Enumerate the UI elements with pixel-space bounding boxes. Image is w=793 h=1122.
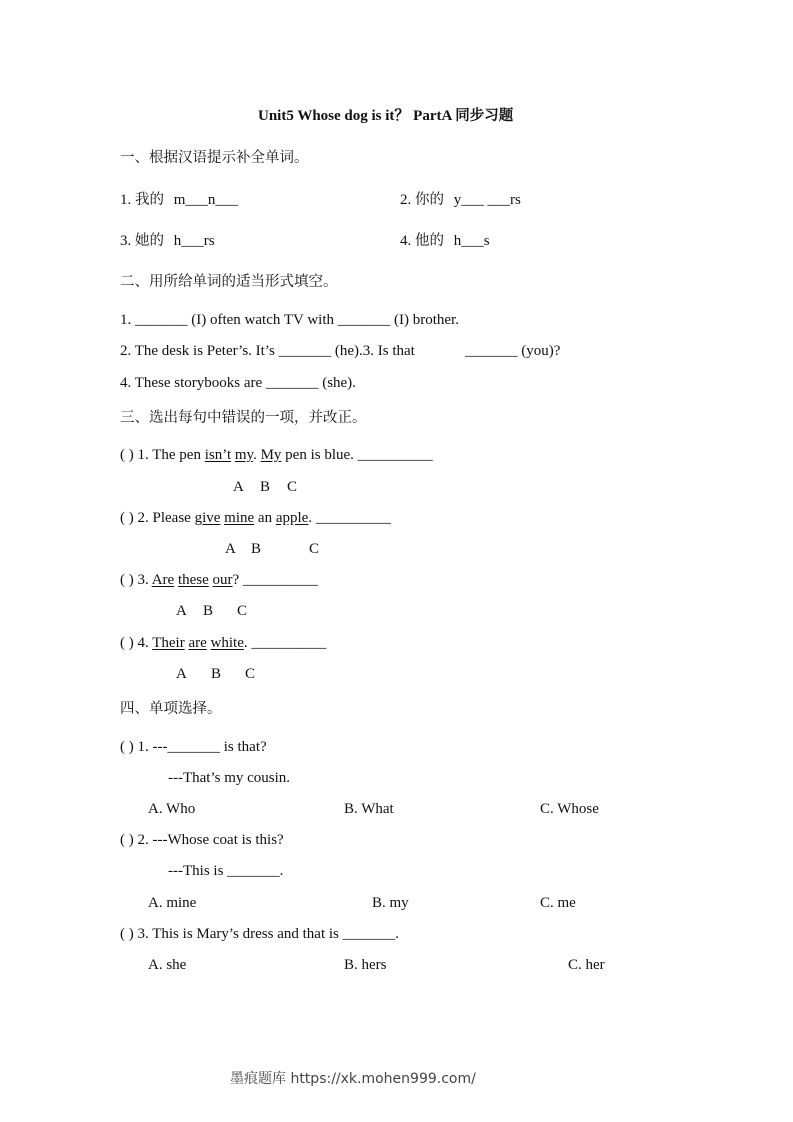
section4-heading: 四、单项选择。 — [120, 701, 222, 717]
title-english: Unit5 Whose dog is it？ PartA — [258, 108, 452, 124]
s4-q2-option-b: B. my — [372, 895, 409, 911]
answer-paren: ( ) — [120, 832, 134, 848]
s3-q4-letter-b: B — [211, 666, 222, 682]
answer-paren: ( ) — [120, 510, 134, 526]
title-chinese: 同步习题 — [455, 108, 514, 124]
option-b: my — [234, 447, 254, 463]
s4-q1-option-c: C. Whose — [540, 801, 599, 817]
answer-paren: ( ) — [120, 572, 134, 588]
section3-heading: 三、选出每句中错误的一项，并改正。 — [120, 410, 367, 426]
s3-q1-letter-a: A — [233, 479, 244, 495]
s4-q3-option-c: C. her — [568, 957, 605, 973]
s4-q1-reply: ---That’s my cousin. — [168, 770, 291, 786]
page-title — [258, 109, 513, 124]
s1-item-3: 3. 她的 h___rs — [120, 233, 215, 249]
s4-question-3: ( ) 3. This is Mary’s dress and that is _______. — [120, 926, 399, 942]
s3-question-2: ( ) 2. Please give mine an apple. __________ — [120, 510, 391, 526]
section1-heading: 一、根据汉语提示补全单词。 — [120, 150, 309, 166]
s2-line-2: 2. The desk is Peter’s. It’s _______ (he).3. Is that — [120, 343, 415, 359]
answer-paren: ( ) — [120, 926, 134, 942]
s3-q1-letter-b: B — [260, 479, 271, 495]
s1-item-4: 4. 他的 h___s — [400, 233, 490, 249]
option-b: mine — [224, 510, 255, 526]
option-c: white — [210, 635, 244, 651]
option-a: Are — [151, 572, 175, 588]
s4-q2-option-c: C. me — [540, 895, 576, 911]
option-c: our — [212, 572, 233, 588]
option-c: apple — [275, 510, 309, 526]
answer-paren: ( ) — [120, 635, 134, 651]
answer-paren: ( ) — [120, 447, 134, 463]
footer-watermark: 墨痕题库 https://xk.mohen999.com/ — [230, 1071, 476, 1087]
s3-question-3: ( ) 3. Are these our? __________ — [120, 572, 318, 588]
s3-q4-letter-c: C — [245, 666, 256, 682]
option-a: give — [194, 510, 221, 526]
option-a: Their — [152, 635, 185, 651]
s3-q2-letter-a: A — [225, 541, 236, 557]
s4-question-2: ( ) 2. ---Whose coat is this? — [120, 832, 284, 848]
s4-q1-option-a: A. Who — [148, 801, 196, 817]
option-a: isn’t — [204, 447, 232, 463]
s4-q3-option-b: B. hers — [344, 957, 387, 973]
section2-heading: 二、用所给单词的适当形式填空。 — [120, 274, 338, 290]
s3-q1-letter-c: C — [287, 479, 298, 495]
s3-question-1: ( ) 1. The pen isn’t my. My pen is blue. __________ — [120, 447, 433, 463]
s3-q3-letter-b: B — [203, 603, 214, 619]
s3-q3-letter-c: C — [237, 603, 248, 619]
answer-paren: ( ) — [120, 739, 134, 755]
s4-q2-option-a: A. mine — [148, 895, 197, 911]
s2-line-1: 1. _______ (I) often watch TV with _______ (I) brother. — [120, 312, 459, 328]
s3-q2-letter-c: C — [309, 541, 320, 557]
s3-q2-letter-b: B — [251, 541, 262, 557]
option-c: My — [260, 447, 282, 463]
s4-question-1: ( ) 1. ---_______ is that? — [120, 739, 267, 755]
s2-line-3: 4. These storybooks are _______ (she). — [120, 375, 356, 391]
s4-q3-option-a: A. she — [148, 957, 187, 973]
s4-q1-option-b: B. What — [344, 801, 394, 817]
option-b: these — [177, 572, 209, 588]
s4-q2-reply: ---This is _______. — [168, 863, 284, 879]
s2-line-2-blank: _______ (you)? — [465, 343, 561, 359]
s3-question-4: ( ) 4. Their are white. __________ — [120, 635, 327, 651]
s3-q4-letter-a: A — [176, 666, 187, 682]
option-b: are — [188, 635, 207, 651]
s1-item-1: 1. 我的 m___n___ — [120, 192, 238, 208]
s3-q3-letter-a: A — [176, 603, 187, 619]
s1-item-2: 2. 你的 y___ ___rs — [400, 192, 521, 208]
